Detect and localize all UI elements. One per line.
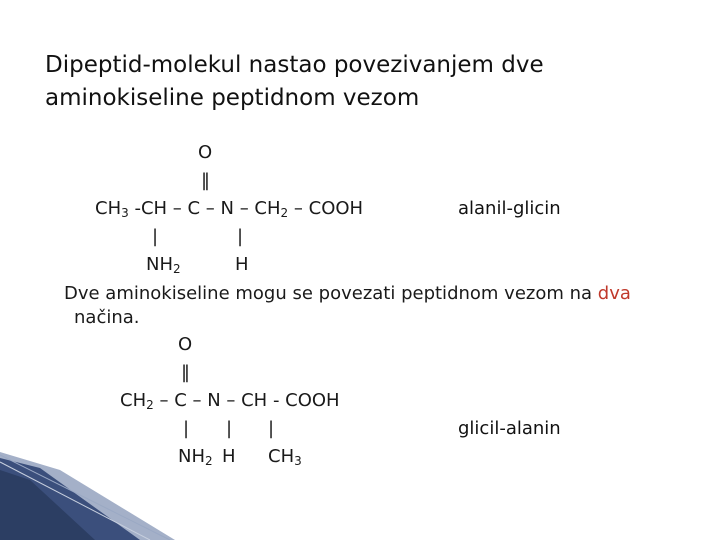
f2-bond-2: | [226,418,233,439]
highlight-word: dva [597,283,631,304]
f2-h: H [222,446,236,467]
f2-bond-3: | [268,418,275,439]
f2-name-label: glicil-alanin [458,418,561,439]
f2-main-chain: $CH_2$ – C – N – CH - COOH [120,390,340,412]
f2-oxygen: O [178,334,193,355]
paragraph-line1: Dve aminokiseline mogu se povezati peptidnom vezom na dva [64,283,631,304]
f1-oxygen: O [198,142,213,163]
paragraph-line2: načina. [74,307,140,328]
title-rest: -molekul nastao povezivanjem dve [142,52,544,78]
f2-nh2: $NH_2$ [178,446,213,468]
slide-title-line2: aminokiseline peptidnom vezom [45,85,420,111]
f1-bond-right: | [237,226,244,247]
f1-double-bond: ‖ [201,170,210,191]
f2-double-bond: ‖ [181,362,190,383]
f2-bond-1: | [183,418,190,439]
slide-title [45,52,544,78]
f1-name-label: alanil-glicin [458,198,561,219]
f1-h: H [235,254,249,275]
f1-bond-left: | [152,226,159,247]
title-keyword: Dipeptid [45,52,143,78]
f1-nh2: $NH_2$ [146,254,181,276]
f1-main-chain: $CH_3$ -CH – C – N – $CH_2$ – COOH [95,198,364,220]
f2-ch3: $CH_3$ [268,446,302,468]
